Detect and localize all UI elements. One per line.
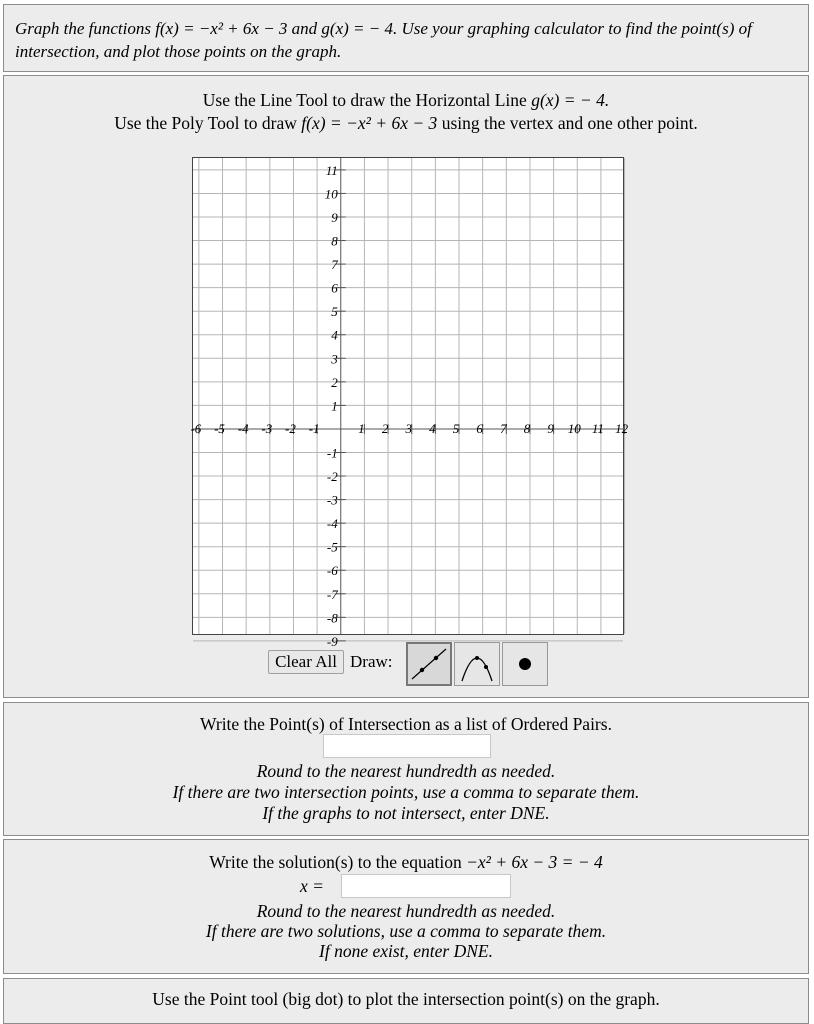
x-tick-label: 2 <box>381 420 389 436</box>
x-equals-label: x = <box>300 876 324 896</box>
x-tick-label: -4 <box>237 420 249 436</box>
x-tick-label: 12 <box>615 420 629 436</box>
x-tick-label: 4 <box>429 420 436 436</box>
point-tool-icon <box>503 643 547 685</box>
y-tick-label: -7 <box>326 586 338 602</box>
clear-all-button[interactable]: Clear All <box>268 650 344 674</box>
intersection-points-input[interactable] <box>323 734 491 758</box>
x-tick-label: -5 <box>214 420 225 436</box>
x-tick-label: 11 <box>591 420 604 436</box>
g-definition: g(x) = − 4. <box>321 19 398 38</box>
y-tick-label: -5 <box>326 539 338 555</box>
poly-tool-button[interactable] <box>454 642 500 686</box>
plot-points-panel <box>3 978 809 1024</box>
intersection-panel <box>3 702 809 836</box>
y-tick-label: 9 <box>331 209 338 225</box>
x-tick-label: -6 <box>190 420 202 436</box>
separator-note: If there are two intersection points, use a comma to separate them. <box>172 782 640 802</box>
x-tick-label: 10 <box>567 420 581 436</box>
y-tick-label: 5 <box>331 304 338 320</box>
y-tick-label: -4 <box>326 516 338 532</box>
rounding-note: Round to the nearest hundredth as needed. <box>256 761 556 781</box>
y-tick-label: 6 <box>331 280 338 296</box>
solutions-question: Write the solution(s) to the equation −x² + 6x − 3 = − 4 <box>209 852 603 872</box>
x-tick-label: 7 <box>500 420 507 436</box>
y-tick-label: 1 <box>331 398 338 414</box>
draw-label: Draw: <box>350 652 393 671</box>
y-tick-label: -2 <box>326 469 338 485</box>
graph-canvas[interactable] <box>190 157 629 649</box>
y-tick-label: 4 <box>331 327 338 343</box>
solutions-input[interactable] <box>341 874 511 898</box>
y-tick-label: 11 <box>325 162 338 178</box>
y-tick-label: -3 <box>326 492 338 508</box>
line-tool-button[interactable] <box>406 642 452 686</box>
x-tick-label: 6 <box>476 420 483 436</box>
x-tick-label: 3 <box>405 420 412 436</box>
coordinate-grid[interactable] <box>190 158 629 649</box>
line-tool-instruction: Use the Line Tool to draw the Horizontal Line g(x) = − 4. <box>202 90 610 110</box>
y-tick-label: -9 <box>326 633 338 649</box>
x-tick-label: 1 <box>358 420 365 436</box>
poly-tool-icon <box>455 643 499 685</box>
dne-note: If none exist, enter DNE. <box>319 941 493 961</box>
plot-points-instruction: Use the Point tool (big dot) to plot the intersection point(s) on the graph. <box>152 989 660 1009</box>
y-tick-label: 2 <box>331 374 338 390</box>
graph-panel <box>3 75 809 698</box>
y-tick-label: 10 <box>324 186 338 202</box>
intersection-question: Write the Point(s) of Intersection as a list of Ordered Pairs. <box>200 714 612 734</box>
point-tool-button[interactable] <box>502 642 548 686</box>
problem-prompt: Graph the functions f(x) = −x² + 6x − 3 and g(x) = − 4. Use your graphing calculator to find the point(s) of intersection, and plot those points on the graph. <box>15 19 752 61</box>
rounding-note: Round to the nearest hundredth as needed. <box>256 901 556 921</box>
x-tick-label: 5 <box>452 420 460 436</box>
x-tick-label: -1 <box>308 420 320 436</box>
x-tick-label: 8 <box>523 420 531 436</box>
y-tick-label: 7 <box>331 257 338 273</box>
x-tick-label: 9 <box>547 420 554 436</box>
y-tick-label: -8 <box>326 610 338 626</box>
y-tick-label: 8 <box>331 233 338 249</box>
solutions-panel <box>3 839 809 974</box>
poly-tool-instruction: Use the Poly Tool to draw f(x) = −x² + 6x − 3 using the vertex and one other point. <box>114 113 698 133</box>
problem-panel <box>3 4 809 72</box>
f-definition: f(x) = −x² + 6x − 3 <box>155 19 288 38</box>
x-tick-label: -2 <box>285 420 296 436</box>
separator-note: If there are two solutions, use a comma to separate them. <box>205 921 607 941</box>
line-tool-icon <box>408 644 450 684</box>
dne-note: If the graphs to not intersect, enter DNE. <box>262 803 550 823</box>
x-tick-label: -3 <box>261 420 273 436</box>
y-tick-label: 3 <box>331 351 338 367</box>
y-tick-label: -1 <box>326 445 338 461</box>
y-tick-label: -6 <box>326 563 338 579</box>
